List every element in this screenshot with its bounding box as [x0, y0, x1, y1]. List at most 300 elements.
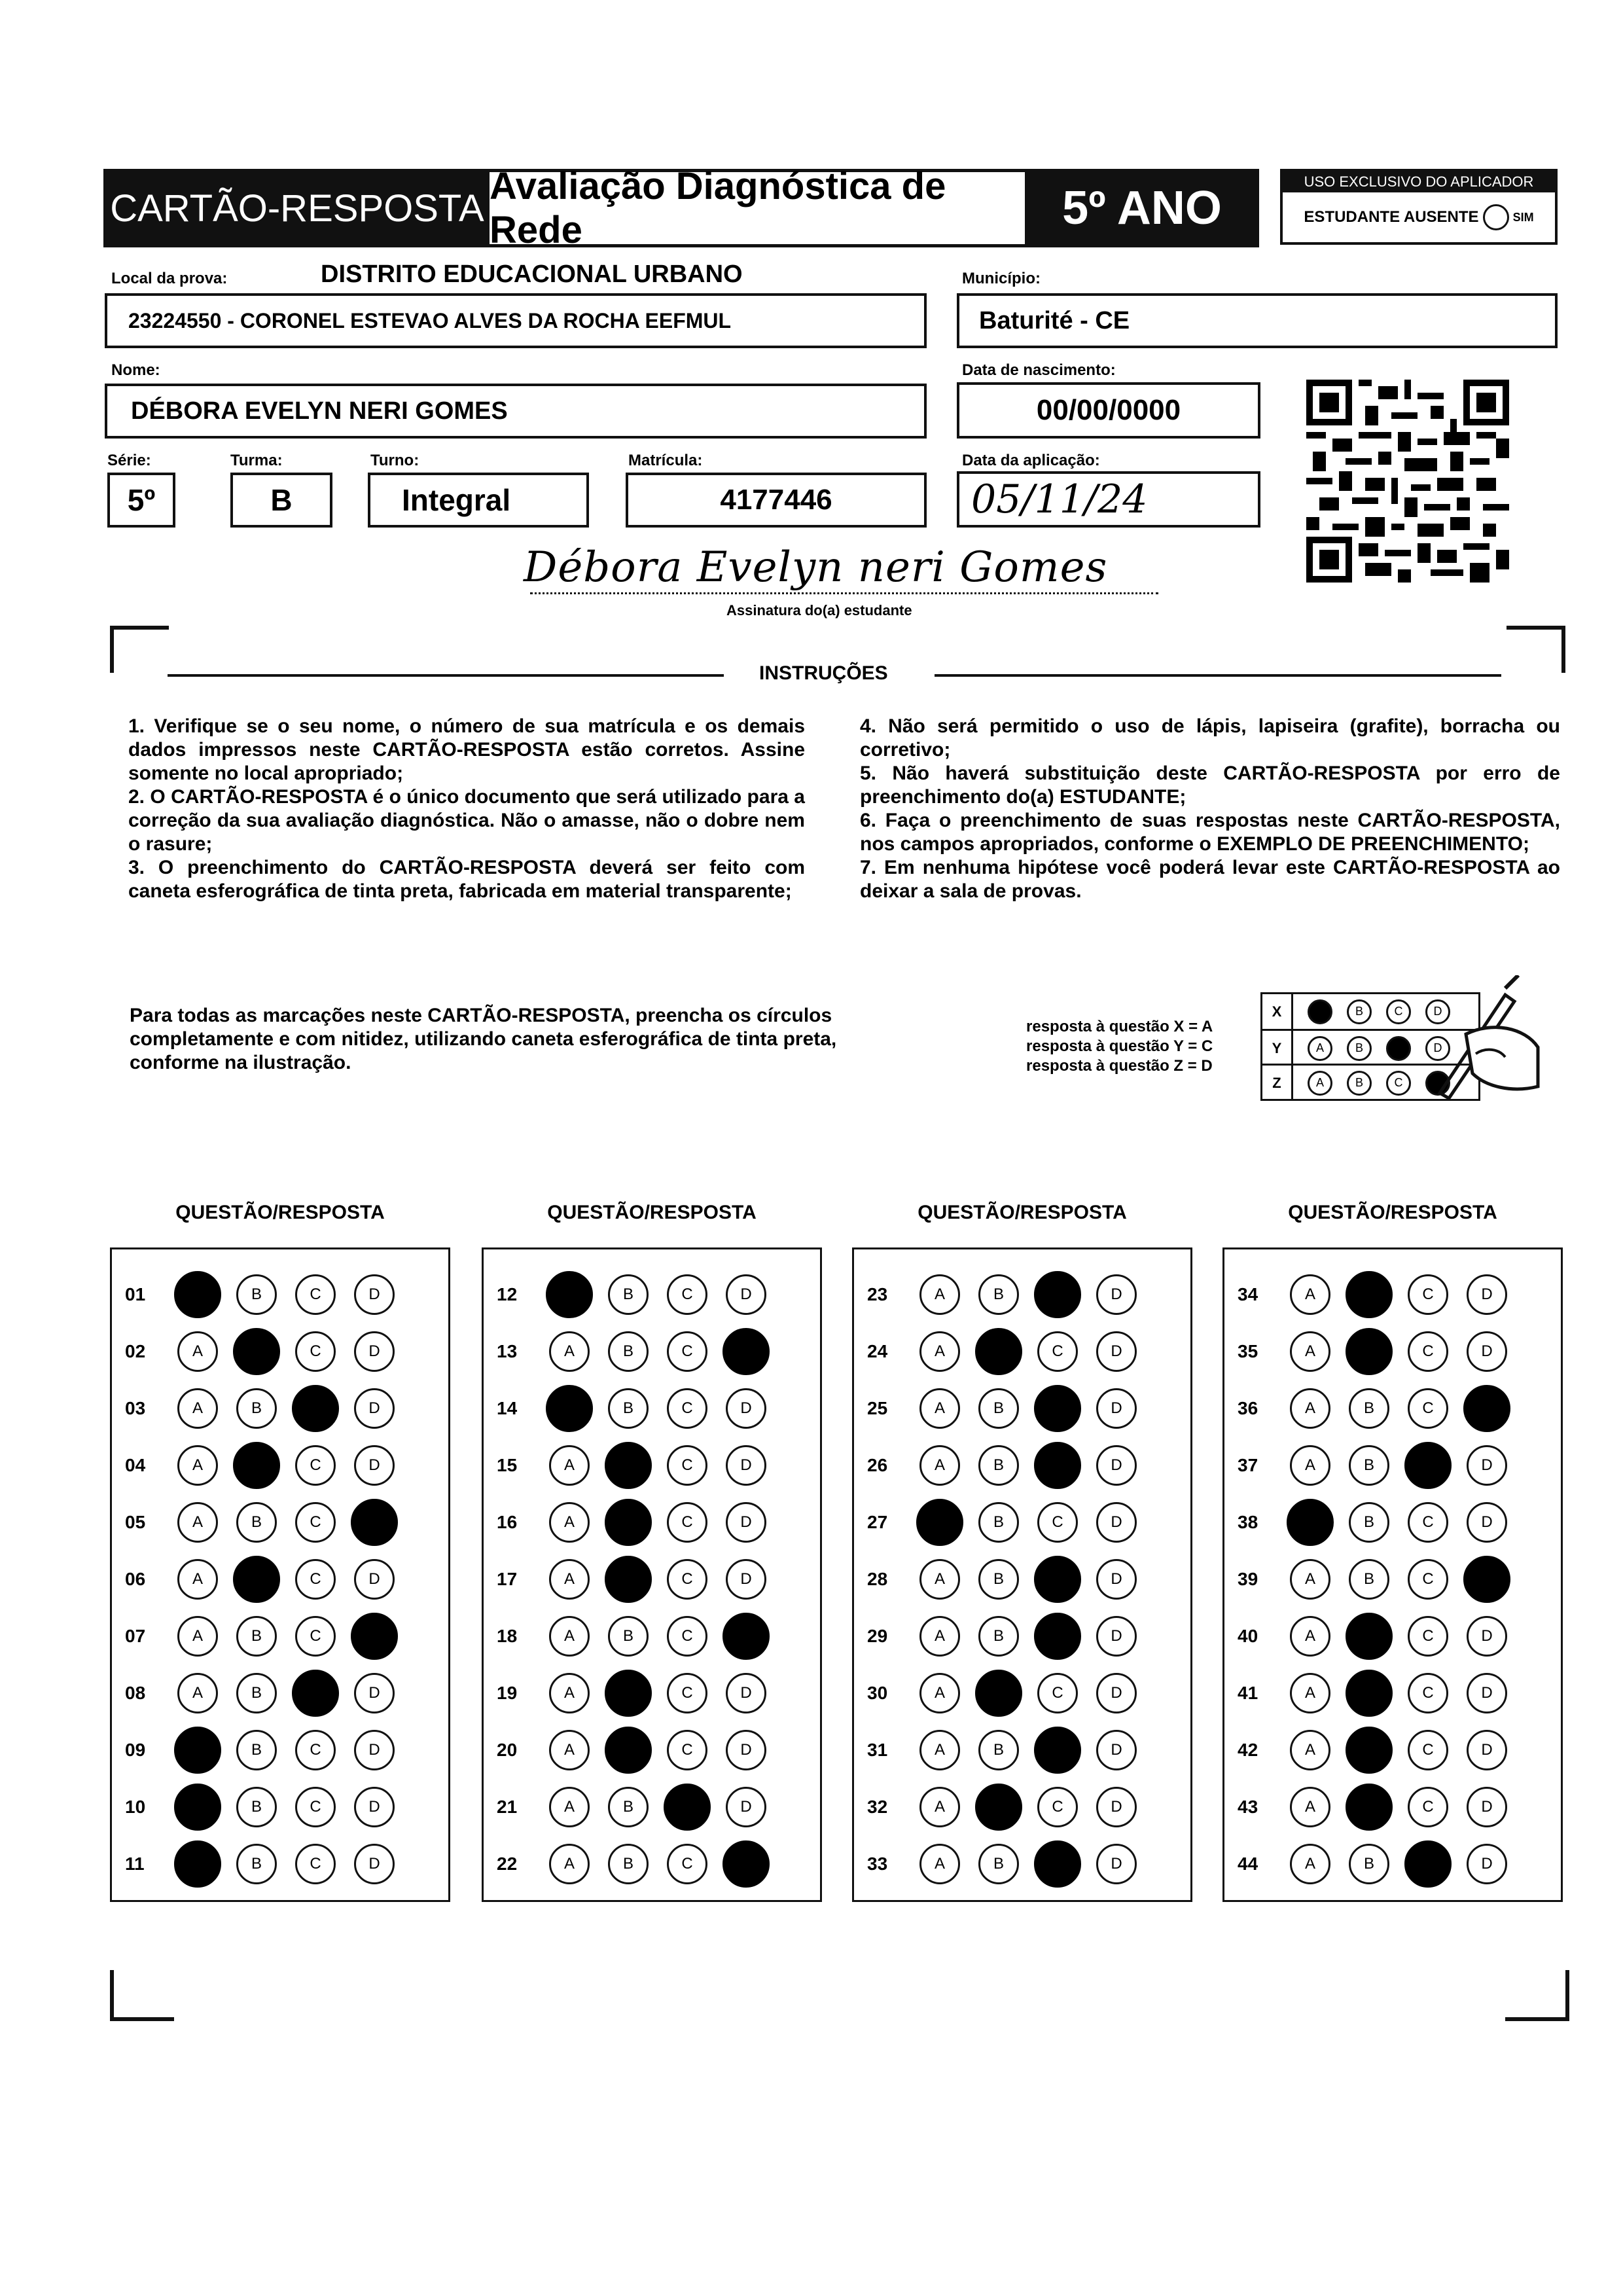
answer-bubble[interactable]: A	[919, 1787, 960, 1827]
answer-bubble[interactable]: A	[919, 1673, 960, 1713]
answer-bubble[interactable]: A	[919, 1730, 960, 1770]
answer-bubble-filled[interactable]	[1404, 1840, 1452, 1888]
question-number: 01	[125, 1284, 146, 1304]
example-bubble: A	[1308, 1036, 1332, 1061]
answer-bubble[interactable]: C	[1408, 1274, 1448, 1315]
answer-bubble-filled[interactable]	[1034, 1271, 1081, 1318]
answer-row	[1224, 1266, 1561, 1323]
answer-row	[1224, 1836, 1561, 1892]
answer-bubble[interactable]: B	[608, 1616, 649, 1657]
answer-bubble-filled[interactable]	[975, 1670, 1022, 1717]
question-number: 28	[867, 1569, 888, 1589]
answer-bubble[interactable]: C	[667, 1730, 707, 1770]
question-number: 04	[125, 1455, 146, 1475]
answer-bubble[interactable]: B	[608, 1388, 649, 1429]
answer-bubble-filled[interactable]	[1346, 1271, 1393, 1318]
answer-bubble-filled[interactable]	[1034, 1556, 1081, 1603]
answer-row	[854, 1494, 1190, 1551]
answer-bubble[interactable]: A	[919, 1445, 960, 1486]
answer-bubble-filled[interactable]	[722, 1328, 770, 1375]
answer-bubble[interactable]: B	[1349, 1445, 1389, 1486]
answer-bubble[interactable]: D	[726, 1673, 766, 1713]
answer-bubble[interactable]: A	[549, 1787, 590, 1827]
serie-value: 5º	[127, 483, 156, 517]
answer-bubble[interactable]: C	[295, 1730, 336, 1770]
example-text	[1026, 1017, 1213, 1076]
answer-bubble-filled[interactable]	[292, 1385, 339, 1432]
matricula-value: 4177446	[720, 484, 832, 516]
question-number: 25	[867, 1398, 888, 1418]
answer-bubble[interactable]: B	[608, 1787, 649, 1827]
question-number: 31	[867, 1740, 888, 1760]
answer-bubble-filled[interactable]	[1034, 1385, 1081, 1432]
answer-bubble-filled[interactable]	[292, 1670, 339, 1717]
municipio-field	[957, 293, 1558, 348]
answer-bubble[interactable]: C	[1408, 1673, 1448, 1713]
turma-label: Turma:	[230, 452, 283, 469]
answer-row	[112, 1380, 448, 1437]
answer-row	[484, 1437, 820, 1494]
answer-bubble[interactable]: C	[667, 1445, 707, 1486]
answer-bubble[interactable]: D	[726, 1730, 766, 1770]
card-title-text: CARTÃO-RESPOSTA	[110, 187, 484, 230]
answer-bubble-filled[interactable]	[546, 1385, 593, 1432]
answer-bubble[interactable]: A	[919, 1331, 960, 1372]
answer-bubble-filled[interactable]	[722, 1613, 770, 1660]
answer-bubble[interactable]: C	[295, 1274, 336, 1315]
answer-row	[112, 1266, 448, 1323]
corner-top-left	[110, 626, 169, 673]
local-label: Local da prova:	[111, 270, 228, 287]
example-bubble: D	[1425, 999, 1450, 1024]
answers-column-title: QUESTÃO/RESPOSTA	[1288, 1202, 1497, 1223]
answer-row	[1224, 1608, 1561, 1664]
answer-bubble[interactable]: D	[1096, 1844, 1137, 1884]
answer-row	[484, 1323, 820, 1380]
answer-bubble[interactable]: B	[978, 1730, 1019, 1770]
answer-bubble[interactable]: C	[667, 1388, 707, 1429]
answer-row	[1224, 1380, 1561, 1437]
question-number: 19	[497, 1683, 518, 1703]
answer-bubble-filled[interactable]	[975, 1784, 1022, 1831]
answers-column	[852, 1247, 1192, 1902]
answer-bubble[interactable]: A	[177, 1331, 218, 1372]
card-title	[103, 169, 491, 247]
answer-bubble-filled[interactable]	[233, 1328, 280, 1375]
example-bubble: C	[1386, 1071, 1411, 1096]
answer-bubble-filled[interactable]	[174, 1271, 221, 1318]
question-number: 14	[497, 1398, 518, 1418]
answer-bubble-filled[interactable]	[1346, 1784, 1393, 1831]
answer-bubble-filled[interactable]	[605, 1727, 652, 1774]
answer-bubble-filled[interactable]	[1346, 1328, 1393, 1375]
municipio-label: Município:	[962, 270, 1041, 287]
answer-bubble[interactable]: C	[1408, 1730, 1448, 1770]
answer-bubble[interactable]: A	[549, 1331, 590, 1372]
answer-row	[112, 1608, 448, 1664]
answer-bubble-filled[interactable]	[605, 1442, 652, 1489]
answer-bubble[interactable]: A	[1290, 1730, 1330, 1770]
answer-bubble-filled[interactable]	[1034, 1727, 1081, 1774]
answer-bubble[interactable]: B	[236, 1844, 277, 1884]
answer-bubble[interactable]: C	[667, 1502, 707, 1543]
answer-bubble-filled[interactable]	[1346, 1727, 1393, 1774]
answer-bubble-filled[interactable]	[1463, 1556, 1510, 1603]
answer-bubble[interactable]: B	[1349, 1502, 1389, 1543]
answer-bubble-filled[interactable]	[233, 1442, 280, 1489]
answer-bubble[interactable]: D	[354, 1559, 395, 1600]
turno-label: Turno:	[370, 452, 419, 469]
answer-bubble[interactable]: B	[608, 1331, 649, 1372]
answer-bubble[interactable]: C	[667, 1616, 707, 1657]
answer-bubble-filled[interactable]	[174, 1727, 221, 1774]
answer-bubble[interactable]: A	[549, 1616, 590, 1657]
answer-bubble[interactable]: C	[1408, 1616, 1448, 1657]
answer-bubble[interactable]: D	[1467, 1787, 1507, 1827]
answer-bubble[interactable]: B	[978, 1388, 1019, 1429]
question-number: 40	[1238, 1626, 1258, 1646]
answer-bubble[interactable]: D	[1467, 1331, 1507, 1372]
exam-title-text: Avaliação Diagnóstica de Rede	[490, 165, 946, 251]
answer-bubble[interactable]: C	[667, 1274, 707, 1315]
answer-bubble-filled[interactable]	[1346, 1613, 1393, 1660]
answer-bubble[interactable]: B	[608, 1844, 649, 1884]
answer-bubble[interactable]: A	[549, 1502, 590, 1543]
answer-bubble[interactable]: C	[1408, 1559, 1448, 1600]
answer-row	[112, 1779, 448, 1835]
answer-row	[484, 1665, 820, 1721]
answer-row	[112, 1665, 448, 1721]
question-number: 08	[125, 1683, 146, 1703]
answer-bubble[interactable]: C	[1408, 1388, 1448, 1429]
answer-bubble-filled[interactable]	[664, 1784, 711, 1831]
serie-field	[107, 473, 175, 528]
answer-bubble[interactable]: B	[978, 1445, 1019, 1486]
answer-bubble[interactable]: D	[354, 1388, 395, 1429]
nascimento-value: 00/00/0000	[1036, 394, 1181, 426]
answer-row	[112, 1836, 448, 1892]
instruction-7: 7. Em nenhuma hipótese você poderá levar este CARTÃO-RESPOSTA ao deixar a sala de provas.	[860, 857, 1560, 902]
answer-bubble[interactable]: C	[1037, 1502, 1078, 1543]
answer-bubble[interactable]: C	[295, 1331, 336, 1372]
nome-field	[105, 384, 927, 439]
pen-hand-illustration	[1427, 975, 1544, 1106]
matricula-field	[626, 473, 927, 528]
answer-row	[854, 1779, 1190, 1835]
answers-column	[482, 1247, 822, 1902]
answer-bubble[interactable]: D	[1467, 1502, 1507, 1543]
answer-bubble[interactable]: D	[354, 1844, 395, 1884]
answer-row	[854, 1608, 1190, 1664]
answer-bubble[interactable]: B	[1349, 1559, 1389, 1600]
answer-row	[484, 1779, 820, 1835]
answer-bubble[interactable]: A	[177, 1445, 218, 1486]
example-row-label: Y	[1262, 1031, 1293, 1066]
answer-bubble[interactable]: A	[919, 1559, 960, 1600]
answer-row	[484, 1266, 820, 1323]
answer-bubble[interactable]: C	[1037, 1787, 1078, 1827]
answer-bubble[interactable]: D	[726, 1787, 766, 1827]
aplicacao-value: 05/11/24	[971, 476, 1148, 522]
answer-bubble[interactable]: B	[236, 1502, 277, 1543]
answer-bubble[interactable]: B	[236, 1274, 277, 1315]
example-bubble: B	[1347, 1071, 1372, 1096]
answer-row	[854, 1722, 1190, 1778]
answer-bubble[interactable]: A	[549, 1445, 590, 1486]
question-number: 10	[125, 1797, 146, 1817]
answer-bubble[interactable]: A	[1290, 1616, 1330, 1657]
answer-bubble[interactable]: C	[295, 1502, 336, 1543]
answer-bubble[interactable]: D	[1096, 1559, 1137, 1600]
answer-bubble[interactable]: A	[1290, 1844, 1330, 1884]
answer-bubble[interactable]: D	[1096, 1331, 1137, 1372]
question-number: 29	[867, 1626, 888, 1646]
answer-bubble[interactable]: C	[295, 1445, 336, 1486]
answer-row	[1224, 1551, 1561, 1607]
question-number: 39	[1238, 1569, 1258, 1589]
answer-row	[1224, 1494, 1561, 1551]
question-number: 36	[1238, 1398, 1258, 1418]
question-number: 06	[125, 1569, 146, 1589]
answer-bubble-filled[interactable]	[174, 1840, 221, 1888]
answer-bubble[interactable]: C	[667, 1673, 707, 1713]
answer-bubble[interactable]: B	[978, 1274, 1019, 1315]
answer-bubble-filled[interactable]	[233, 1556, 280, 1603]
answer-bubble[interactable]: A	[549, 1559, 590, 1600]
example-bubble: C	[1386, 999, 1411, 1024]
answer-bubble[interactable]: C	[667, 1559, 707, 1600]
answer-row	[854, 1551, 1190, 1607]
instruction-6: 6. Faça o preenchimento de suas respostas neste CARTÃO-RESPOSTA, nos campos apropriados, conforme o EXEMPLO DE PREENCHIMENTO;	[860, 810, 1560, 855]
answer-bubble[interactable]: D	[1096, 1787, 1137, 1827]
answer-bubble-filled[interactable]	[1404, 1442, 1452, 1489]
nome-label: Nome:	[111, 361, 160, 379]
answer-bubble[interactable]: B	[236, 1616, 277, 1657]
answer-bubble[interactable]: D	[726, 1502, 766, 1543]
answer-bubble[interactable]: D	[1096, 1274, 1137, 1315]
applicator-box	[1280, 169, 1558, 245]
answer-bubble[interactable]: D	[354, 1673, 395, 1713]
question-number: 16	[497, 1512, 518, 1532]
answer-bubble[interactable]: D	[1467, 1274, 1507, 1315]
question-number: 38	[1238, 1512, 1258, 1532]
fill-note: Para todas as marcações neste CARTÃO-RESPOSTA, preencha os círculos completamente e com nitidez, utilizando caneta esferográfica de tinta preta, conforme na ilustração.	[130, 1005, 837, 1073]
answer-row	[854, 1323, 1190, 1380]
question-number: 37	[1238, 1455, 1258, 1475]
answer-bubble[interactable]: C	[295, 1844, 336, 1884]
question-number: 09	[125, 1740, 146, 1760]
answer-row	[112, 1437, 448, 1494]
applicator-label: USO EXCLUSIVO DO APLICADOR	[1283, 171, 1555, 192]
answer-bubble-filled[interactable]	[1034, 1613, 1081, 1660]
answer-row	[484, 1608, 820, 1664]
answer-bubble[interactable]: A	[549, 1730, 590, 1770]
answer-row	[484, 1722, 820, 1778]
answer-bubble[interactable]: D	[1096, 1445, 1137, 1486]
answer-bubble[interactable]: D	[726, 1274, 766, 1315]
answer-bubble[interactable]: C	[667, 1844, 707, 1884]
example-bubble: A	[1308, 1071, 1332, 1096]
answer-bubble[interactable]: A	[1290, 1787, 1330, 1827]
answer-bubble-filled[interactable]	[1463, 1385, 1510, 1432]
answer-bubble[interactable]: B	[608, 1274, 649, 1315]
answer-bubble-filled[interactable]	[351, 1613, 398, 1660]
answer-bubble-filled[interactable]	[605, 1556, 652, 1603]
question-number: 42	[1238, 1740, 1258, 1760]
answer-bubble-filled[interactable]	[174, 1784, 221, 1831]
answer-bubble[interactable]: B	[1349, 1844, 1389, 1884]
answer-bubble[interactable]: C	[1408, 1787, 1448, 1827]
answer-row	[484, 1551, 820, 1607]
answer-bubble-filled[interactable]	[1034, 1442, 1081, 1489]
school-value: 23224550 - CORONEL ESTEVAO ALVES DA ROCHA EEFMUL	[128, 308, 732, 332]
exam-title	[490, 165, 1027, 251]
nascimento-label: Data de nascimento:	[962, 361, 1116, 379]
example-row-label: Z	[1262, 1066, 1293, 1100]
answer-bubble[interactable]: D	[726, 1559, 766, 1600]
question-number: 21	[497, 1797, 518, 1817]
answer-bubble[interactable]: D	[726, 1445, 766, 1486]
answer-bubble[interactable]: B	[978, 1502, 1019, 1543]
municipio-value: Baturité - CE	[979, 306, 1130, 334]
answer-bubble[interactable]: A	[177, 1673, 218, 1713]
answer-bubble[interactable]: D	[1096, 1388, 1137, 1429]
answer-bubble[interactable]: D	[354, 1730, 395, 1770]
turno-value: Integral	[402, 483, 511, 517]
answer-row	[112, 1551, 448, 1607]
answer-bubble-filled[interactable]	[1034, 1840, 1081, 1888]
question-number: 32	[867, 1797, 888, 1817]
answer-bubble[interactable]: D	[354, 1445, 395, 1486]
answer-bubble-filled[interactable]	[605, 1499, 652, 1546]
answer-bubble[interactable]: B	[236, 1730, 277, 1770]
answer-bubble-filled[interactable]	[1346, 1670, 1393, 1717]
answer-bubble[interactable]: D	[1467, 1673, 1507, 1713]
answer-bubble[interactable]: A	[1290, 1559, 1330, 1600]
answer-bubble[interactable]: C	[1037, 1331, 1078, 1372]
answer-bubble[interactable]: B	[236, 1673, 277, 1713]
answer-bubble[interactable]: B	[978, 1616, 1019, 1657]
answer-bubble-filled[interactable]	[546, 1271, 593, 1318]
answer-bubble[interactable]: C	[295, 1616, 336, 1657]
answer-bubble[interactable]: D	[1467, 1844, 1507, 1884]
answer-row	[112, 1323, 448, 1380]
answer-bubble[interactable]: D	[1467, 1445, 1507, 1486]
example-row-label: X	[1262, 994, 1293, 1029]
instructions-rule-right	[935, 674, 1501, 677]
qr-code	[1306, 380, 1509, 583]
absent-yes: SIM	[1512, 210, 1534, 224]
answer-bubble[interactable]: B	[978, 1844, 1019, 1884]
answer-bubble[interactable]: A	[549, 1844, 590, 1884]
answer-bubble[interactable]: D	[1096, 1502, 1137, 1543]
serie-label: Série:	[107, 452, 151, 469]
answer-bubble[interactable]: D	[354, 1274, 395, 1315]
answers-column-title: QUESTÃO/RESPOSTA	[547, 1202, 757, 1223]
absent-label: ESTUDANTE AUSENTE	[1304, 208, 1479, 226]
corner-bottom-left	[110, 1970, 174, 2021]
instructions-left	[128, 715, 805, 903]
example-bubble: B	[1347, 999, 1372, 1024]
question-number: 34	[1238, 1284, 1258, 1304]
example-line-y: resposta à questão Y = C	[1026, 1037, 1213, 1055]
answer-bubble[interactable]: A	[177, 1388, 218, 1429]
answer-bubble[interactable]: A	[549, 1673, 590, 1713]
question-number: 24	[867, 1341, 888, 1361]
question-number: 22	[497, 1854, 518, 1874]
answer-bubble-filled[interactable]	[722, 1840, 770, 1888]
answer-bubble[interactable]: B	[1349, 1388, 1389, 1429]
instruction-1: 1. Verifique se o seu nome, o número de sua matrícula e os demais dados impressos neste CARTÃO-RESPOSTA estão corretos. Assine somente no local apropriado;	[128, 715, 805, 784]
turma-value: B	[270, 483, 293, 517]
question-number: 13	[497, 1341, 518, 1361]
answer-bubble[interactable]: C	[295, 1787, 336, 1827]
question-number: 11	[125, 1854, 145, 1874]
answer-bubble[interactable]: D	[354, 1331, 395, 1372]
answer-bubble[interactable]: A	[1290, 1673, 1330, 1713]
answer-bubble[interactable]: B	[236, 1787, 277, 1827]
nascimento-field	[957, 382, 1260, 439]
example-line-x: resposta à questão X = A	[1026, 1018, 1213, 1035]
answer-row	[484, 1380, 820, 1437]
answer-bubble-filled[interactable]	[605, 1670, 652, 1717]
answers-column-title: QUESTÃO/RESPOSTA	[918, 1202, 1127, 1223]
answer-bubble-filled[interactable]	[975, 1328, 1022, 1375]
matricula-label: Matrícula:	[628, 452, 703, 469]
answer-bubble[interactable]: D	[1096, 1673, 1137, 1713]
answer-bubble[interactable]: D	[1096, 1730, 1137, 1770]
answer-bubble[interactable]: A	[919, 1616, 960, 1657]
answer-bubble[interactable]: C	[1408, 1331, 1448, 1372]
answer-bubble[interactable]: A	[1290, 1274, 1330, 1315]
question-number: 05	[125, 1512, 146, 1532]
answer-row	[854, 1836, 1190, 1892]
answer-bubble[interactable]: A	[1290, 1445, 1330, 1486]
answer-bubble[interactable]: C	[1037, 1673, 1078, 1713]
answer-bubble[interactable]: B	[236, 1388, 277, 1429]
answer-bubble[interactable]: D	[1467, 1616, 1507, 1657]
answer-bubble[interactable]: A	[177, 1559, 218, 1600]
turno-field	[368, 473, 589, 528]
answer-bubble[interactable]: D	[1096, 1616, 1137, 1657]
answer-bubble-filled[interactable]	[916, 1499, 963, 1546]
answer-bubble-filled[interactable]	[351, 1499, 398, 1546]
answer-bubble[interactable]: A	[919, 1274, 960, 1315]
answer-bubble[interactable]: A	[177, 1616, 218, 1657]
answer-row	[1224, 1323, 1561, 1380]
answer-bubble[interactable]: C	[667, 1331, 707, 1372]
answer-bubble[interactable]: A	[919, 1388, 960, 1429]
answer-bubble[interactable]: A	[177, 1502, 218, 1543]
answer-bubble[interactable]: C	[1408, 1502, 1448, 1543]
answer-bubble[interactable]: A	[1290, 1388, 1330, 1429]
answer-bubble[interactable]: D	[354, 1787, 395, 1827]
signature-line	[530, 592, 1158, 594]
question-number: 33	[867, 1854, 888, 1874]
answer-bubble[interactable]: B	[978, 1559, 1019, 1600]
answer-bubble-filled[interactable]	[1287, 1499, 1334, 1546]
answer-bubble[interactable]: A	[1290, 1331, 1330, 1372]
instructions-rule-left	[168, 674, 724, 677]
answer-bubble[interactable]: D	[726, 1388, 766, 1429]
answer-bubble[interactable]: D	[1467, 1730, 1507, 1770]
absent-checkbox[interactable]	[1483, 204, 1509, 230]
question-number: 02	[125, 1341, 146, 1361]
answer-row	[854, 1437, 1190, 1494]
question-number: 30	[867, 1683, 888, 1703]
answer-bubble[interactable]: C	[295, 1559, 336, 1600]
answer-bubble[interactable]: A	[919, 1844, 960, 1884]
